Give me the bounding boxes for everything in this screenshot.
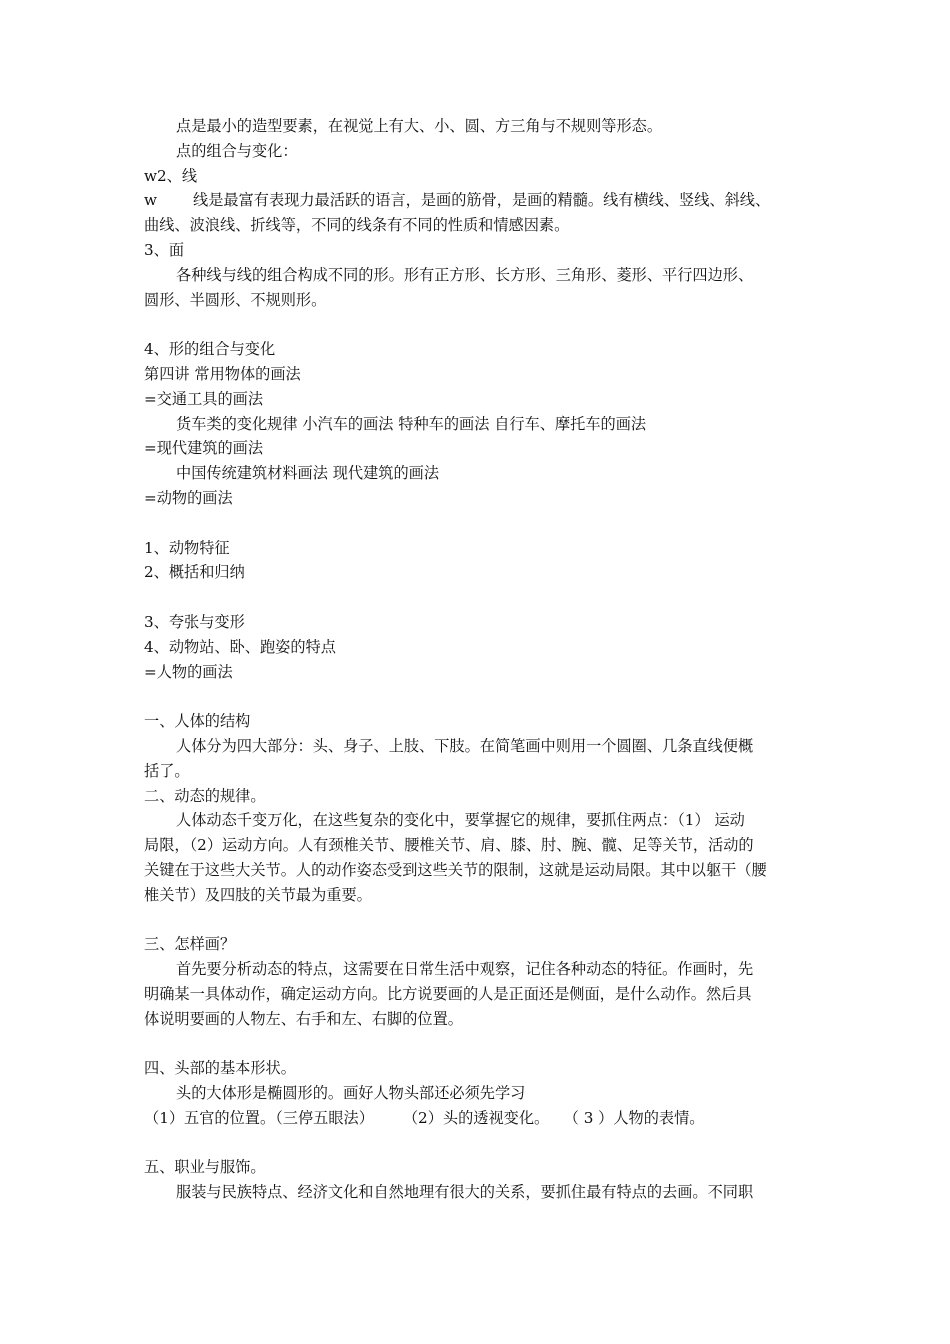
text-line: 明确某一具体动作，确定运动方向。比方说要画的人是正面还是侧面，是什么动作。然后具 (144, 984, 752, 1003)
text-line: 关键在于这些大关节。人的动作姿态受到这些关节的限制，这就是运动局限。其中以躯干（腰 (144, 860, 767, 879)
text-line: 人体动态千变万化，在这些复杂的变化中，要掌握它的规律，要抓住两点：（1） 运动 (176, 811, 745, 830)
text-fragment: 线是最富有表现力最活跃的语言，是画的筋骨，是画的精髓。线有横线、竖线、斜线、 (193, 191, 771, 210)
section-heading: w2、线 (144, 166, 198, 185)
text-fragment: w (144, 191, 157, 210)
subsection-heading: =人物的画法 (144, 662, 233, 681)
text-line: 椎关节）及四肢的关节最为重要。 (144, 885, 372, 904)
text-line: 人体分为四大部分：头、身子、上肢、下肢。在简笔画中则用一个圆圈、几条直线便概 (176, 736, 754, 755)
text-line: 曲线、波浪线、折线等，不同的线条有不同的性质和情感因素。 (144, 216, 570, 235)
list-item: 1、动物特征 (144, 538, 230, 557)
section-heading: 4、形的组合与变化 (144, 340, 276, 359)
list-item: 3、夸张与变形 (144, 612, 245, 631)
text-line: 点是最小的造型要素，在视觉上有大、小、圆、方三角与不规则等形态。 (176, 117, 662, 135)
text-line: 中国传统建筑材料画法 现代建筑的画法 (176, 464, 440, 483)
section-heading: 3、面 (144, 240, 185, 259)
document-body (144, 114, 812, 1205)
subsection-heading: =动物的画法 (144, 488, 233, 507)
text-line: 头的大体形是椭圆形的。画好人物头部还必须先学习 (176, 1084, 526, 1103)
text-line: 点的组合与变化： (176, 141, 298, 160)
list-item: 4、动物站、卧、跑姿的特点 (144, 637, 336, 656)
subsection-heading: =现代建筑的画法 (144, 439, 264, 458)
lecture-heading: 第四讲 常用物体的画法 (144, 364, 301, 383)
section-heading: 一、人体的结构 (144, 712, 251, 731)
text-line: 体说明要画的人物左、右手和左、右脚的位置。 (144, 1009, 463, 1028)
text-line: 局限，（2）运动方向。人有颈椎关节、腰椎关节、肩、膝、肘、腕、髋、足等关节，活动的 (144, 836, 754, 855)
text-line: （1）五官的位置。（三停五眼法） （2）头的透视变化。 （ 3 ）人物的表情。 (144, 1108, 705, 1127)
section-heading: 四、头部的基本形状。 (144, 1059, 296, 1078)
section-heading: 五、职业与服饰。 (144, 1158, 266, 1177)
list-item: 2、概括和归纳 (144, 563, 245, 582)
text-line: 服装与民族特点、经济文化和自然地理有很大的关系，要抓住最有特点的去画。不同职 (176, 1183, 754, 1202)
section-heading: 三、怎样画？ (144, 935, 236, 954)
subsection-heading: =交通工具的画法 (144, 389, 264, 408)
section-heading: 二、动态的规律。 (144, 786, 266, 805)
text-line: 各种线与线的组合构成不同的形。形有正方形、长方形、三角形、菱形、平行四边形、 (176, 265, 754, 284)
text-line: 货车类的变化规律 小汽车的画法 特种车的画法 自行车、摩托车的画法 (176, 414, 647, 433)
text-line: 首先要分析动态的特点，这需要在日常生活中观察，记住各种动态的特征。作画时，先 (176, 960, 754, 979)
text-line (144, 188, 812, 213)
text-line: 括了。 (144, 761, 190, 780)
text-line: 圆形、半圆形、不规则形。 (144, 290, 327, 309)
